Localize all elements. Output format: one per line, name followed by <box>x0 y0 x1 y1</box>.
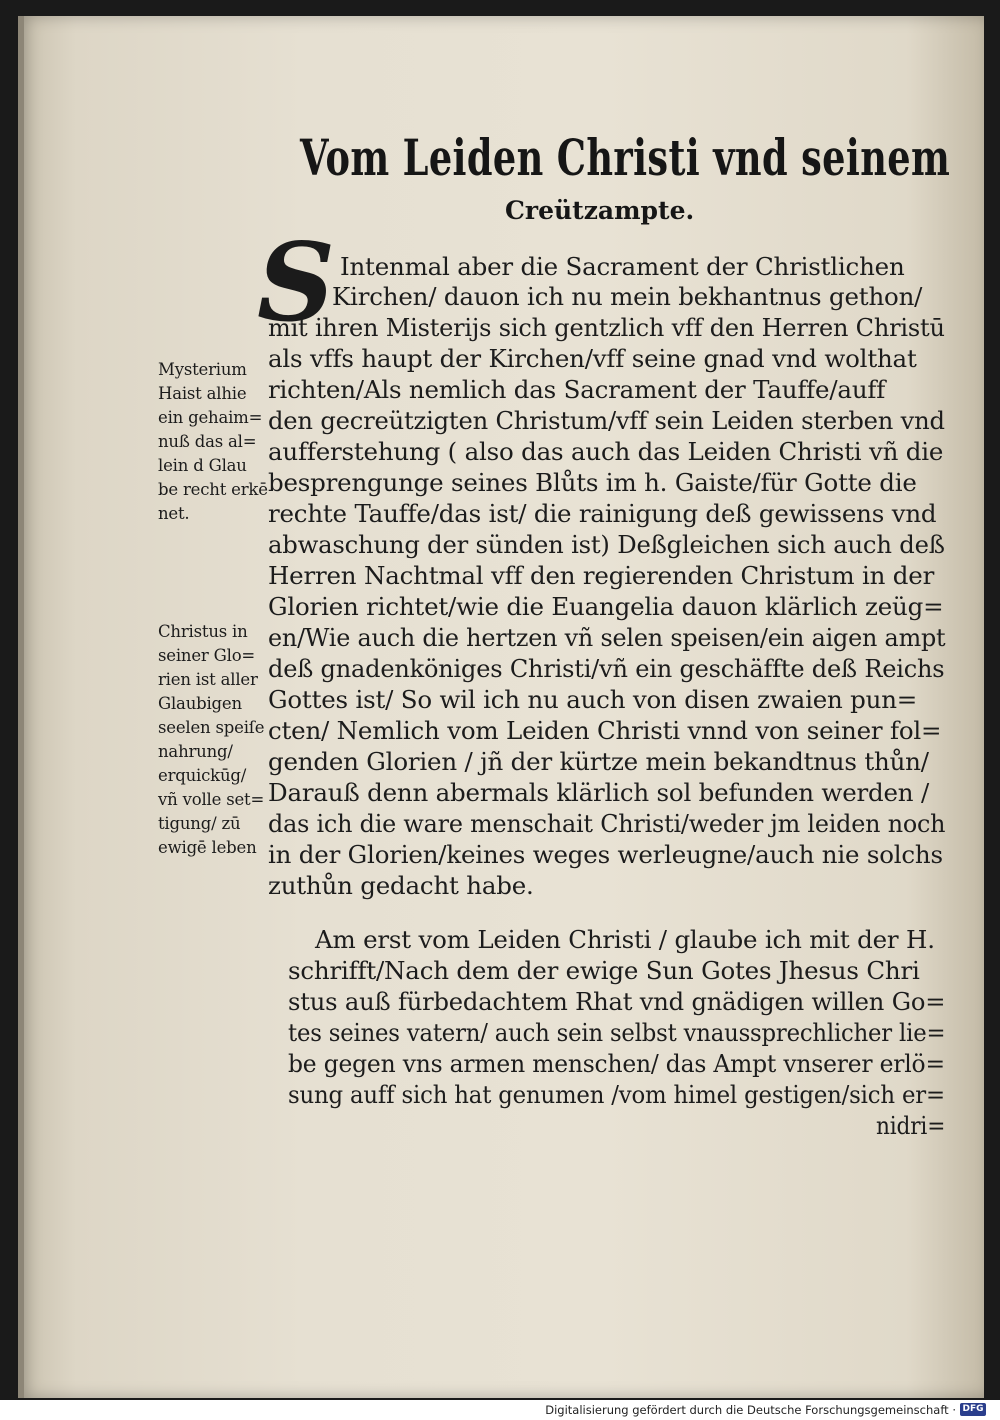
footer-credit: Digitalisierung gefördert durch die Deutsche Forschungsgemeinschaft · <box>545 1403 956 1417</box>
margin-line: lein d Glau <box>158 456 247 475</box>
decorated-initial: S <box>257 220 335 346</box>
body-line: Am erst vom Leiden Christi / glaube ich mit der H. <box>315 925 935 954</box>
body-line: Glorien richtet/wie die Euangelia dauon klärlich zeüg= <box>268 592 944 621</box>
body-line: Darauß denn abermals klärlich sol befunden werden / <box>268 778 930 807</box>
margin-line: Glaubigen <box>158 694 242 713</box>
margin-line: rien ist aller <box>158 670 258 689</box>
margin-line: Haist alhie <box>158 384 247 403</box>
body-line: richten/Als nemlich das Sacrament der Tauffe/auff <box>268 375 886 404</box>
body-line: als vffs haupt der Kirchen/vff seine gnad vnd wolthat <box>268 344 917 373</box>
catchword: nidri= <box>876 1111 946 1140</box>
body-line: be gegen vns armen menschen/ das Ampt vnserer erlö= <box>288 1049 945 1078</box>
body-line: den gecreützigten Christum/vff sein Leiden sterben vnd <box>268 406 945 435</box>
margin-line: tigung/ zū <box>158 814 241 833</box>
margin-line: nuß das al= <box>158 432 257 451</box>
margin-line: seelen speiſe <box>158 718 265 737</box>
margin-line: seiner Glo= <box>158 646 256 665</box>
margin-line: ein gehaim= <box>158 408 263 427</box>
body-line: deß gnadenköniges Christi/vñ ein geschäffte deß Reichs <box>268 654 945 683</box>
body-line: in der Glorien/keines weges werleugne/auch nie solchs <box>268 840 943 869</box>
body-line: mit ihren Misterijs sich gentzlich vff den Herren Christū <box>268 313 945 342</box>
margin-line: vñ volle set= <box>158 790 265 809</box>
body-line: genden Glorien / jñ der kürtze mein bekandtnus thůn/ <box>268 747 929 776</box>
bleed-through-shadow <box>248 1122 498 1162</box>
margin-line: net. <box>158 504 190 523</box>
margin-line: Christus in <box>158 622 248 641</box>
body-line: Intenmal aber die Sacrament der Christlichen <box>340 252 905 281</box>
margin-line: nahrung/ <box>158 742 233 761</box>
body-line: besprengunge seines Blůts im h. Gaiste/für Gotte die <box>268 468 917 497</box>
chapter-title: Vom Leiden Christi vnd seinem <box>300 128 951 187</box>
body-line: tes seines vatern/ auch sein selbst vnaussprechlicher lie= <box>288 1018 946 1047</box>
body-line: abwaschung der sünden ist) Deßgleichen sich auch deß <box>268 530 945 559</box>
page-gutter <box>18 16 24 1398</box>
body-line: en/Wie auch die hertzen vñ selen speisen/ein aigen ampt <box>268 623 946 652</box>
digitization-footer <box>0 1400 1000 1420</box>
body-line: schrifft/Nach dem der ewige Sun Gotes Jhesus Chri <box>288 956 920 985</box>
margin-line: erquickūg/ <box>158 766 247 785</box>
body-line: Gottes ist/ So wil ich nu auch von disen zwaien pun= <box>268 685 918 714</box>
body-line: das ich die ware menschait Christi/weder jm leiden noch <box>268 809 946 838</box>
body-line: rechte Tauffe/das ist/ die rainigung deß gewissens vnd <box>268 499 937 528</box>
body-line: cten/ Nemlich vom Leiden Christi vnnd von seiner fol= <box>268 716 942 745</box>
margin-line: be recht erkē <box>158 480 268 499</box>
body-line: stus auß fürbedachtem Rhat vnd gnädigen willen Go= <box>288 987 946 1016</box>
body-line: sung auff sich hat genumen /vom himel gestigen/sich er= <box>288 1080 945 1109</box>
chapter-subtitle: Creützampte. <box>505 196 695 225</box>
margin-line: ewigē leben <box>158 838 257 857</box>
dfg-logo-icon: DFG <box>960 1403 986 1416</box>
body-line: Herren Nachtmal vff den regierenden Christum in der <box>268 561 935 590</box>
body-line: Kirchen/ dauon ich nu mein bekhantnus gethon/ <box>332 282 923 311</box>
body-line: zuthůn gedacht habe. <box>268 871 534 900</box>
body-line: aufferstehung ( also das auch das Leiden Christi vñ die <box>268 437 944 466</box>
margin-line: Mysterium <box>158 360 247 379</box>
